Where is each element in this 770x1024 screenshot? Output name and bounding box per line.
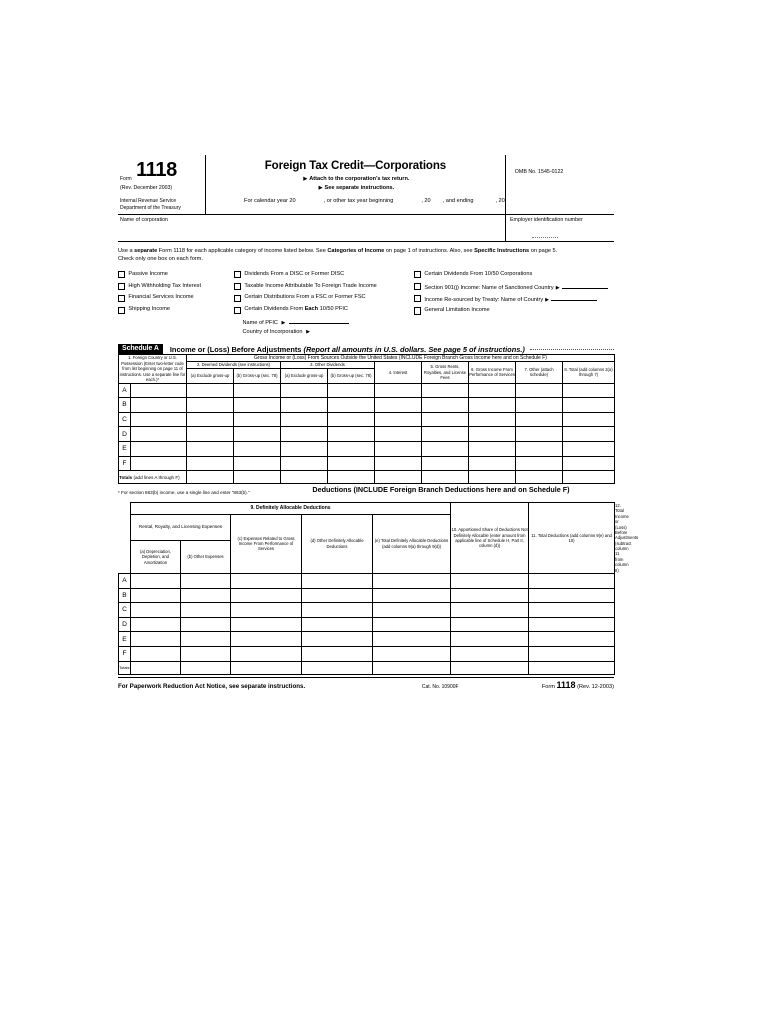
table-row[interactable] — [119, 427, 615, 442]
form-1118 — [118, 155, 639, 690]
ded-cell-b-col9a[interactable] — [131, 588, 181, 603]
ded-cell-e-col10[interactable] — [451, 632, 529, 647]
ein-label: Employer identification number — [510, 216, 583, 223]
cell-f-col4[interactable] — [375, 456, 422, 471]
ded-cell-f-col9c[interactable] — [231, 646, 302, 661]
calendar-year-label: For calendar year 20 — [244, 197, 296, 204]
cell-f-col8[interactable] — [563, 456, 615, 471]
ded-cell-c-col9e[interactable] — [373, 603, 451, 618]
col5-gross-rents-header: 5. Gross Rents, Royalties, and License Fees — [422, 362, 469, 383]
table-row[interactable] — [119, 412, 615, 427]
col2b-grossup-header: (b) Gross-up (sec. 78) — [234, 368, 281, 383]
checkbox-label: Certain Dividends From 10/50 Corporations — [424, 270, 533, 277]
col9e-total-allocable-header: (e) Total Definitely Allocable Deductions (add columns 9(a) through 9(d)) — [373, 514, 451, 573]
table-row[interactable] — [119, 383, 615, 398]
totals-label-cell — [119, 471, 187, 484]
checkbox-label: Income Re-sourced by Treaty: Name of Country — [424, 296, 544, 303]
ded-row-label-d: D — [119, 617, 131, 632]
cell-totals-col2a[interactable] — [187, 471, 234, 484]
table-row[interactable] — [119, 632, 615, 647]
col2a-exclude-grossup-header: (a) Exclude gross-up — [187, 368, 234, 383]
cell-d-col4[interactable] — [375, 427, 422, 442]
ded-cell-b-col10[interactable] — [451, 588, 529, 603]
cell-e-col4[interactable] — [375, 441, 422, 456]
ded-cell-e-col9e[interactable] — [373, 632, 451, 647]
cell-b-col3a[interactable] — [281, 398, 328, 413]
ded-row-label-c: C — [119, 603, 131, 618]
cell-f-col3a[interactable] — [281, 456, 328, 471]
row-label-c: C — [119, 412, 131, 427]
arrow-right-icon-pfic-name: ▶ — [281, 319, 286, 326]
paperwork-reduction-notice: For Paperwork Reduction Act Notice, see separate instructions. — [118, 682, 306, 690]
cell-d-col7[interactable] — [516, 427, 563, 442]
checkbox-column-2 — [234, 271, 414, 338]
ending-label: , and ending — [442, 197, 474, 204]
cell-f-col2a[interactable] — [187, 456, 234, 471]
section-863b-footnote: * For section 863(b) income, use a single line and enter “863(b).” — [118, 490, 250, 496]
cell-e-col5[interactable] — [422, 441, 469, 456]
ded-cell-tot-col9d[interactable] — [302, 661, 373, 674]
ded-row-label-f: F — [119, 646, 131, 661]
checkbox-income-resourced-treaty[interactable] — [414, 295, 614, 303]
deductions-rowlabel-spacer — [119, 503, 131, 574]
checkbox-passive-income[interactable] — [118, 271, 234, 279]
table-row[interactable] — [119, 588, 615, 603]
col9c-expenses-services-header: (c) Expenses Related to Gross Income From Performance of Services — [231, 514, 302, 573]
form-title: Foreign Tax Credit—Corporations — [264, 160, 447, 172]
schedule-a-header — [118, 344, 614, 354]
corporation-name-field[interactable] — [118, 215, 506, 241]
cell-d-col3b[interactable] — [328, 427, 375, 442]
table-row[interactable] — [119, 398, 615, 413]
row-label-a: A — [119, 383, 131, 398]
schedule-a-title-text: Income or (Loss) Before Adjustments — [169, 344, 302, 354]
ded-cell-d-col10[interactable] — [451, 617, 529, 632]
form-footer — [118, 677, 614, 690]
col9-definitely-allocable-header: 9. Definitely Allocable Deductions — [131, 503, 451, 514]
table-row[interactable] — [119, 441, 615, 456]
cell-c-col6[interactable] — [469, 412, 516, 427]
table-row[interactable] — [119, 617, 615, 632]
form-title-block — [205, 155, 506, 214]
year-20-b: , 20 — [495, 197, 505, 204]
deductions-totals-row[interactable] — [119, 661, 615, 674]
col9d-other-allocable-header: (d) Other Definitely Allocable Deductions — [302, 514, 373, 573]
catalog-number: Cat. No. 10900F — [421, 683, 459, 690]
deductions-band-title: Deductions (INCLUDE Foreign Branch Deductions here and on Schedule F) — [312, 485, 570, 495]
instr-part-1: Use a — [118, 247, 135, 254]
ded-cell-tot-col9b[interactable] — [181, 661, 231, 674]
cell-c-col4[interactable] — [375, 412, 422, 427]
arrow-right-icon-pfic-country: ▶ — [306, 328, 310, 335]
cell-d-col2a[interactable] — [187, 427, 234, 442]
checkbox-box[interactable] — [414, 295, 421, 302]
cell-d-col3a[interactable] — [281, 427, 328, 442]
checkbox-certain-dividends-1050[interactable] — [414, 271, 614, 279]
ded-cell-b-col9b[interactable] — [181, 588, 231, 603]
checkbox-box[interactable] — [118, 295, 125, 302]
checkbox-financial-services-income[interactable] — [118, 294, 234, 302]
ded-cell-c-col9c[interactable] — [231, 603, 302, 618]
ded-cell-f-col10[interactable] — [451, 646, 529, 661]
checkbox-label: General Limitation Income — [424, 306, 490, 313]
cell-f-col2b[interactable] — [234, 456, 281, 471]
col11-total-deductions-header: 11. Total Deductions (add columns 9(e) and 10) — [529, 503, 615, 574]
checkbox-box[interactable] — [118, 307, 125, 314]
col9b-other-expenses-header: (b) Other Expenses — [181, 540, 231, 573]
footer-form-number: 1118 — [556, 679, 576, 690]
ded-cell-e-col9d[interactable] — [302, 632, 373, 647]
cell-b-col3b[interactable] — [328, 398, 375, 413]
arrow-right-icon-901j: ▶ — [555, 284, 560, 291]
ded-cell-tot-col10[interactable] — [451, 661, 529, 674]
ded-cell-b-col9e[interactable] — [373, 588, 451, 603]
ded-cell-d-col9a[interactable] — [131, 617, 181, 632]
ded-cell-a-col11[interactable] — [529, 573, 615, 588]
checkbox-section-901j-income[interactable] — [414, 283, 614, 291]
ein-field[interactable] — [506, 215, 614, 241]
row-label-d: D — [119, 427, 131, 442]
col3-other-dividends-header: 3. Other Dividends — [281, 362, 375, 368]
other-year-label: , or other tax year beginning — [323, 197, 394, 204]
schedule-a-subtitle: (Report all amounts in U.S. dollars. See page 5 of instructions.) — [303, 344, 525, 354]
name-ein-row — [118, 215, 614, 242]
ein-dotted-separator — [532, 229, 558, 238]
ded-cell-a-col9a[interactable] — [131, 573, 181, 588]
cell-totals-col5[interactable] — [422, 471, 469, 484]
form-revision-date: (Rev. December 2003) — [120, 185, 173, 191]
ded-cell-e-col9a[interactable] — [131, 632, 181, 647]
footer-form-label: Form — [541, 683, 555, 690]
ded-cell-d-col9b[interactable] — [181, 617, 231, 632]
cell-c-col1[interactable] — [131, 412, 187, 427]
ded-cell-b-col9c[interactable] — [231, 588, 302, 603]
cell-f-col5[interactable] — [422, 456, 469, 471]
ded-row-label-b: B — [119, 588, 131, 603]
checkbox-label: Shipping Income — [128, 306, 171, 313]
instr-separate-bold: separate — [134, 247, 158, 254]
cell-e-col2a[interactable] — [187, 441, 234, 456]
ded-cell-c-col9b[interactable] — [181, 603, 231, 618]
cell-e-col3b[interactable] — [328, 441, 375, 456]
treasury-line: Department of the Treasury — [120, 204, 181, 211]
cell-c-col7[interactable] — [516, 412, 563, 427]
checkbox-dividends-disc[interactable] — [234, 271, 414, 279]
checkbox-column-1 — [118, 271, 234, 338]
pfic-label-pre: Certain Dividends From — [244, 306, 305, 313]
cell-a-col8[interactable] — [563, 383, 615, 398]
pfic-country-label: Country of Incorporation — [242, 328, 303, 335]
cell-totals-col2b[interactable] — [234, 471, 281, 484]
cell-f-col6[interactable] — [469, 456, 516, 471]
pfic-country-line[interactable] — [243, 329, 415, 335]
cell-e-col7[interactable] — [516, 441, 563, 456]
cell-c-col5[interactable] — [422, 412, 469, 427]
cell-a-col1[interactable] — [131, 383, 187, 398]
checkbox-box[interactable] — [234, 295, 241, 302]
pfic-label-each: Each — [304, 306, 319, 313]
cell-e-col2b[interactable] — [234, 441, 281, 456]
sanctioned-country-input[interactable] — [562, 283, 608, 289]
footer-form-revision: (Rev. 12-2003) — [577, 683, 614, 690]
checkbox-label: Dividends From a DISC or Former DISC — [244, 270, 345, 277]
cell-e-col8[interactable] — [563, 441, 615, 456]
treaty-country-input[interactable] — [551, 295, 597, 301]
cell-c-col3b[interactable] — [328, 412, 375, 427]
cell-b-col5[interactable] — [422, 398, 469, 413]
cell-d-col2b[interactable] — [234, 427, 281, 442]
instr-part-2: Form 1118 for each applicable category of income listed below. See — [157, 247, 328, 254]
cell-d-col6[interactable] — [469, 427, 516, 442]
cell-d-col5[interactable] — [422, 427, 469, 442]
totals-note: (add lines A through F) — [133, 474, 180, 480]
ded-cell-a-col9b[interactable] — [181, 573, 231, 588]
col3b-grossup-header: (b) Gross-up (sec. 78) — [328, 368, 375, 383]
cell-a-col2b[interactable] — [234, 383, 281, 398]
cell-a-col2a[interactable] — [187, 383, 234, 398]
cell-c-col2a[interactable] — [187, 412, 234, 427]
cell-c-col2b[interactable] — [234, 412, 281, 427]
pfic-name-line[interactable] — [243, 318, 415, 326]
ded-cell-tot-col9e[interactable] — [373, 661, 451, 674]
arrow-right-icon-treaty: ▶ — [545, 296, 549, 303]
checkbox-box[interactable] — [414, 307, 421, 314]
category-instructions — [118, 247, 614, 264]
cell-c-col3a[interactable] — [281, 412, 328, 427]
checkbox-general-limitation-income[interactable] — [414, 307, 614, 315]
cell-b-col8[interactable] — [563, 398, 615, 413]
checkbox-shipping-income[interactable] — [118, 306, 234, 314]
cell-b-col6[interactable] — [469, 398, 516, 413]
cell-f-col3b[interactable] — [328, 456, 375, 471]
gross-income-band-header: Gross Income or (Loss) From Sources Outside the United States (INCLUDE Foreign Branch Gross Income here and on Schedule F) — [187, 355, 615, 362]
ded-cell-c-col9d[interactable] — [302, 603, 373, 618]
ded-cell-a-col9e[interactable] — [373, 573, 451, 588]
col1-foreign-country-header: 1. Foreign Country or U.S. Possession (Enter two-letter code from list beginning on page 11 of instructions. Use a separate line for each.)* — [119, 355, 186, 382]
ded-cell-c-col9a[interactable] — [131, 603, 181, 618]
ded-cell-tot-col9c[interactable] — [231, 661, 302, 674]
row-label-b: B — [119, 398, 131, 413]
arrow-right-icon-2: ▶ — [318, 184, 323, 191]
instr-line-2: Check only one box on each form. — [118, 256, 203, 263]
col9a-depreciation-header: (a) Depreciation, Depletion, and Amortization — [131, 540, 181, 573]
rental-royalty-licensing-header: Rental, Royalty, and Licensing Expenses — [131, 514, 231, 540]
col3a-exclude-grossup-header: (a) Exclude gross-up — [281, 368, 328, 383]
cell-c-col8[interactable] — [563, 412, 615, 427]
checkbox-certain-distributions-fsc[interactable] — [234, 294, 414, 302]
instr-specific-bold: Specific Instructions — [474, 247, 530, 254]
checkbox-box[interactable] — [414, 271, 421, 278]
cell-d-col8[interactable] — [563, 427, 615, 442]
ded-cell-f-col9e[interactable] — [373, 646, 451, 661]
cell-e-col1[interactable] — [131, 441, 187, 456]
table-row[interactable] — [119, 646, 615, 661]
ded-cell-c-col11[interactable] — [529, 603, 615, 618]
ded-cell-tot-col11[interactable] — [529, 661, 615, 674]
ded-cell-a-col10[interactable] — [451, 573, 529, 588]
cell-a-col3a[interactable] — [281, 383, 328, 398]
pfic-name-label: Name of PFIC — [242, 319, 278, 326]
tax-year-line — [206, 191, 505, 206]
checkbox-label: Certain Distributions From a FSC or Former FSC — [244, 294, 366, 301]
col7-other-header: 7. Other (attach schedule) — [516, 362, 563, 383]
ded-cell-b-col9d[interactable] — [302, 588, 373, 603]
cell-b-col1[interactable] — [131, 398, 187, 413]
pfic-name-input[interactable] — [289, 318, 349, 324]
arrow-right-icon: ▶ — [303, 176, 308, 182]
checkbox-high-withholding-tax-interest[interactable] — [118, 283, 234, 291]
ded-cell-b-col11[interactable] — [529, 588, 615, 603]
schedule-a-tag: Schedule A — [118, 344, 163, 354]
ded-totals-label: Totals — [119, 661, 131, 674]
schedule-a-table — [118, 354, 615, 484]
instr-part-4: on page 5. — [529, 247, 558, 254]
col10-apportioned-share-header: 10. Apportioned Share of Deductions Not Definitely Allocable (enter amount from applicable line of Schedule H, Part II, column (d)) — [451, 503, 529, 574]
table-row[interactable] — [119, 456, 615, 471]
checkbox-label: High Withholding Tax Interest — [128, 282, 202, 289]
cell-totals-col3b[interactable] — [328, 471, 375, 484]
cell-totals-col4[interactable] — [375, 471, 422, 484]
cell-b-col4[interactable] — [375, 398, 422, 413]
checkbox-certain-dividends-each-pfic[interactable] — [234, 306, 414, 314]
schedule-a-rule — [530, 348, 614, 350]
instr-part-3: on page 1 of instructions. Also, see — [384, 247, 475, 254]
ded-row-label-e: E — [119, 632, 131, 647]
ded-cell-e-col9b[interactable] — [181, 632, 231, 647]
ded-cell-e-col9c[interactable] — [231, 632, 302, 647]
checkbox-label: Financial Services Income — [128, 294, 194, 301]
ded-cell-a-col9c[interactable] — [231, 573, 302, 588]
instr-categories-bold: Categories of Income — [327, 247, 385, 254]
checkbox-box[interactable] — [414, 283, 421, 290]
see-instructions: See separate instructions. — [324, 184, 395, 191]
irs-line: Internal Revenue Service — [120, 198, 177, 204]
checkbox-label: Passive Income — [128, 270, 168, 277]
table-row[interactable] — [119, 573, 615, 588]
schedule-a-totals-row[interactable] — [119, 471, 615, 484]
footer-form-id — [542, 680, 614, 690]
cell-d-col1[interactable] — [131, 427, 187, 442]
col2-deemed-dividends-header: 2. Deemed Dividends (see instructions) — [187, 362, 281, 368]
ded-cell-e-col11[interactable] — [529, 632, 615, 647]
cell-a-col7[interactable] — [516, 383, 563, 398]
checkbox-label: Section 901(j) Income: Name of Sanctioned Country — [424, 284, 554, 291]
cell-e-col6[interactable] — [469, 441, 516, 456]
cell-totals-col3a[interactable] — [281, 471, 328, 484]
pfic-label-post: 10/50 PFIC — [318, 306, 348, 313]
cell-a-col6[interactable] — [469, 383, 516, 398]
cell-totals-col6[interactable] — [469, 471, 516, 484]
totals-label: Totals — [119, 474, 133, 480]
ded-cell-tot-col9a[interactable] — [131, 661, 181, 674]
cell-b-col2b[interactable] — [234, 398, 281, 413]
ded-cell-f-col9a[interactable] — [131, 646, 181, 661]
schedule-a-title — [170, 345, 525, 354]
cell-a-col5[interactable] — [422, 383, 469, 398]
cell-a-col4[interactable] — [375, 383, 422, 398]
checkbox-box[interactable] — [118, 283, 125, 290]
cell-b-col2a[interactable] — [187, 398, 234, 413]
checkbox-box[interactable] — [234, 283, 241, 290]
checkbox-box[interactable] — [234, 307, 241, 314]
ded-cell-d-col9c[interactable] — [231, 617, 302, 632]
ded-cell-f-col11[interactable] — [529, 646, 615, 661]
cell-totals-col7[interactable] — [516, 471, 563, 484]
cell-f-col1[interactable] — [131, 456, 187, 471]
ded-cell-f-col9d[interactable] — [302, 646, 373, 661]
checkbox-column-3 — [414, 271, 614, 338]
ded-cell-d-col11[interactable] — [529, 617, 615, 632]
cell-e-col3a[interactable] — [281, 441, 328, 456]
deductions-table: 9. Definitely Allocable Deductions 10. Apportioned Share of Deductions Not Definitely Allocable (enter amount from applicable line of Schedule H, Part II, column (d)) 11. Total Deductions (add columns 9(e) and 10) 12. Total Income or (Loss) Before Adjustments (subtract column 11 from column 8) Rental, Royalty, and Licensing Expenses (c) Expenses Related to Gross Income From Performance of Services (d) Other Definitely Allocable Deductions (e) Total Definitely Allocable Deductions (add columns 9(a) through 9(d)) (a) Depreciation, Depletion, and Amortization (b) Other Expenses A B C D E F Totals — [118, 502, 615, 674]
ded-cell-d-col9d[interactable] — [302, 617, 373, 632]
table-row[interactable] — [119, 603, 615, 618]
year-20-a: , 20 — [421, 197, 431, 204]
col8-total-header: 8. Total (add columns 2(a) through 7) — [563, 362, 615, 383]
form-masthead — [118, 155, 614, 215]
form-identity-block — [118, 155, 205, 214]
col4-interest-header: 4. Interest — [375, 362, 422, 383]
form-number: 1118 — [136, 159, 177, 181]
attach-instruction: Attach to the corporation's tax return. — [309, 176, 410, 182]
cell-a-col3b[interactable] — [328, 383, 375, 398]
cell-totals-col8[interactable] — [563, 471, 615, 484]
ded-cell-a-col9d[interactable] — [302, 573, 373, 588]
checkbox-box[interactable] — [118, 271, 125, 278]
ded-cell-f-col9b[interactable] — [181, 646, 231, 661]
cell-f-col7[interactable] — [516, 456, 563, 471]
row-label-e: E — [119, 441, 131, 456]
checkbox-box[interactable] — [234, 271, 241, 278]
ded-cell-d-col9e[interactable] — [373, 617, 451, 632]
row-label-f: F — [119, 456, 131, 471]
cell-b-col7[interactable] — [516, 398, 563, 413]
form-word-label: Form — [120, 176, 132, 182]
ded-row-label-a: A — [119, 573, 131, 588]
income-category-checkboxes — [118, 271, 614, 338]
col6-gross-income-services-header: 6. Gross Income From Performance of Services — [469, 362, 516, 383]
checkbox-taxable-income-foreign-trade[interactable] — [234, 283, 414, 291]
ded-cell-c-col10[interactable] — [451, 603, 529, 618]
corporation-name-label: Name of corporation — [120, 216, 168, 223]
checkbox-label: Taxable Income Attributable To Foreign Trade Income — [244, 282, 377, 289]
omb-number: OMB No. 1545-0122 — [514, 169, 564, 175]
